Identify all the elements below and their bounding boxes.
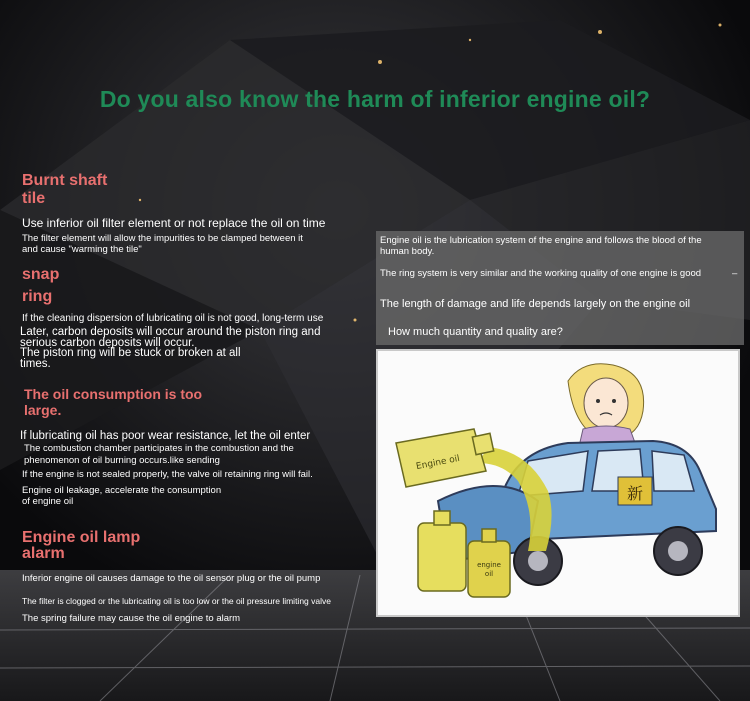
heading-oil-consumption: The oil consumption is too [24, 386, 203, 402]
text-line: Later, carbon deposits will occur around the piston ring and [20, 326, 321, 338]
text-line: times. [20, 358, 51, 370]
heading-snap: snap [22, 266, 60, 283]
text-line: If the engine is not sealed properly, the valve oil retaining ring will fail. [22, 469, 313, 480]
text-line: The length of damage and life depends largely on the engine oil [380, 298, 691, 310]
text-line: of engine oil [22, 496, 74, 507]
text-line: Engine oil is the lubrication system of the engine and follows the blood of the [380, 235, 702, 246]
text-line: human body. [380, 246, 435, 257]
heading-large: large. [24, 402, 62, 418]
text-line: and cause "warming the tile" [22, 244, 142, 255]
text-line: How much quantity and quality are? [388, 326, 563, 338]
text-line: The combustion chamber participates in the combustion and the [24, 443, 294, 454]
heading-engine-oil-lamp: Engine oil lamp [22, 529, 141, 546]
text-line: The spring failure may cause the oil engine to alarm [22, 613, 241, 624]
heading-tile: tile [22, 190, 46, 207]
text-line: serious carbon deposits will occur. [20, 337, 195, 349]
text-line: If the cleaning dispersion of lubricating oil is not good, long-term use [22, 313, 324, 324]
text-line: Engine oil leakage, accelerate the consumption [22, 485, 222, 496]
woman-figure [568, 364, 644, 451]
oil-car-illustration [378, 351, 738, 615]
illustration-frame [376, 349, 740, 617]
oil-bottle [396, 429, 494, 487]
text-line: The filter element will allow the impurities to be clamped between it [22, 233, 303, 244]
bottle-label: Engine oil [415, 453, 461, 473]
jug-label-1: engine [477, 561, 501, 569]
text-line: The filter is clogged or the lubricating oil is too low or the oil pressure limiting valve [22, 596, 331, 606]
dash-mark: – [732, 268, 738, 279]
heading-burnt-shaft: Burnt shaft [22, 172, 108, 189]
info-panel [376, 231, 744, 345]
text-line: The ring system is very similar and the working quality of one engine is good [380, 268, 702, 279]
text-line: phenomenon of oil burning occurs.like sending [24, 455, 220, 466]
text-line: If lubricating oil has poor wear resistance, let the oil enter [20, 430, 311, 442]
text-line: The piston ring will be stuck or broken at all [20, 347, 241, 359]
text-line: Use inferior oil filter element or not replace the oil on time [22, 216, 326, 230]
heading-ring: ring [22, 288, 53, 305]
jug-label-2: oil [484, 570, 494, 578]
car-badge: 新 [626, 484, 644, 503]
heading-alarm: alarm [22, 545, 65, 562]
text-line: Inferior engine oil causes damage to the oil sensor plug or the oil pump [22, 573, 321, 584]
page-title: Do you also know the harm of inferior engine oil? [99, 86, 651, 112]
